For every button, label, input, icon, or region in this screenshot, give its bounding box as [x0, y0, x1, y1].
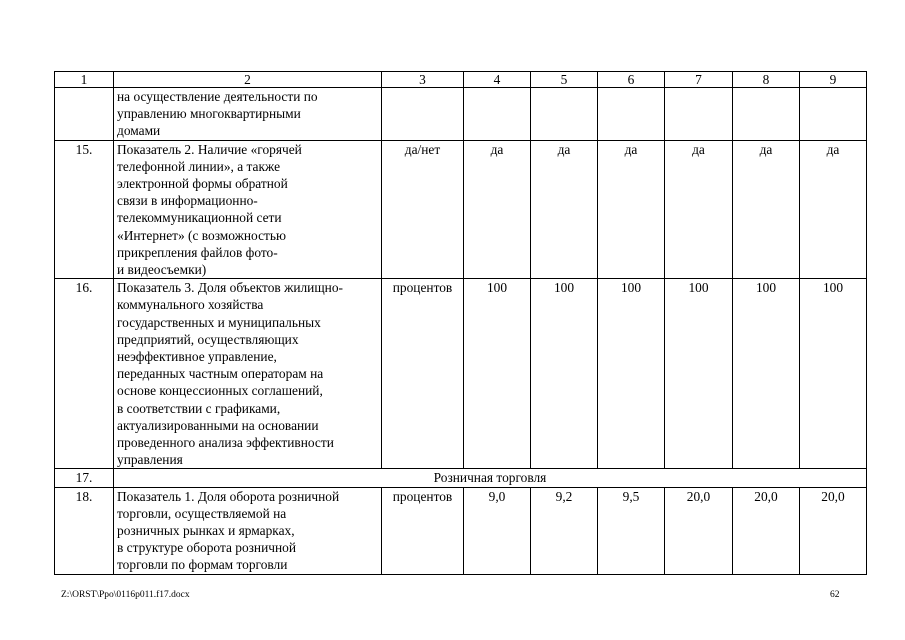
header-cell: 5	[531, 72, 598, 88]
value-cell: да	[665, 140, 733, 279]
indicator-description: Показатель 2. Наличие «горячей телефонной линии», а также электронной формы обратной связи в информационно- телекоммуникационной сети «Интернет» (с возможностью прикрепления файлов фото- и видеосъемки)	[114, 140, 382, 279]
table-row	[55, 140, 867, 279]
row-number: 18.	[55, 487, 114, 574]
header-cell: 4	[464, 72, 531, 88]
header-cell: 9	[800, 72, 867, 88]
indicators-table	[54, 71, 867, 575]
row-number: 16.	[55, 279, 114, 469]
value-cell: 100	[665, 279, 733, 469]
header-cell: 8	[733, 72, 800, 88]
table-row	[55, 487, 867, 574]
value-cell	[464, 88, 531, 141]
page-number: 62	[830, 590, 840, 600]
value-cell: 9,0	[464, 487, 531, 574]
value-cell: 100	[531, 279, 598, 469]
value-cell: 100	[598, 279, 665, 469]
unit-cell	[382, 88, 464, 141]
value-cell: да	[598, 140, 665, 279]
value-cell: да	[800, 140, 867, 279]
value-cell: 100	[733, 279, 800, 469]
row-number	[55, 88, 114, 141]
header-cell: 2	[114, 72, 382, 88]
value-cell	[733, 88, 800, 141]
unit-cell: да/нет	[382, 140, 464, 279]
indicator-description: Показатель 3. Доля объектов жилищно- коммунального хозяйства государственных и муниципальных предприятий, осуществляющих неэффективное управление, переданных частным операторам на основе концессионных соглашений, в соответствии с графиками, актуализированными на основании проведенного анализа эффективности управления	[114, 279, 382, 469]
value-cell: 9,5	[598, 487, 665, 574]
value-cell: да	[733, 140, 800, 279]
value-cell: 100	[800, 279, 867, 469]
unit-cell: процентов	[382, 279, 464, 469]
section-title: Розничная торговля	[114, 469, 867, 487]
header-cell: 1	[55, 72, 114, 88]
indicator-description: Показатель 1. Доля оборота розничной торговли, осуществляемой на розничных рынках и ярмарках, в структуре оборота розничной торговли по формам торговли	[114, 487, 382, 574]
header-cell: 6	[598, 72, 665, 88]
value-cell: 20,0	[665, 487, 733, 574]
value-cell: да	[531, 140, 598, 279]
value-cell: 100	[464, 279, 531, 469]
value-cell	[531, 88, 598, 141]
table-row	[55, 88, 867, 141]
value-cell: да	[464, 140, 531, 279]
unit-cell: процентов	[382, 487, 464, 574]
header-cell: 3	[382, 72, 464, 88]
row-number: 17.	[55, 469, 114, 487]
value-cell	[665, 88, 733, 141]
value-cell	[598, 88, 665, 141]
value-cell: 20,0	[733, 487, 800, 574]
value-cell: 20,0	[800, 487, 867, 574]
row-number: 15.	[55, 140, 114, 279]
table-row	[55, 279, 867, 469]
header-row	[55, 72, 867, 88]
indicator-description: на осуществление деятельности по управлению многоквартирными домами	[114, 88, 382, 141]
section-row	[55, 469, 867, 487]
value-cell: 9,2	[531, 487, 598, 574]
header-cell: 7	[665, 72, 733, 88]
file-path: Z:\ORST\Ppo\0116p011.f17.docx	[61, 590, 190, 600]
value-cell	[800, 88, 867, 141]
